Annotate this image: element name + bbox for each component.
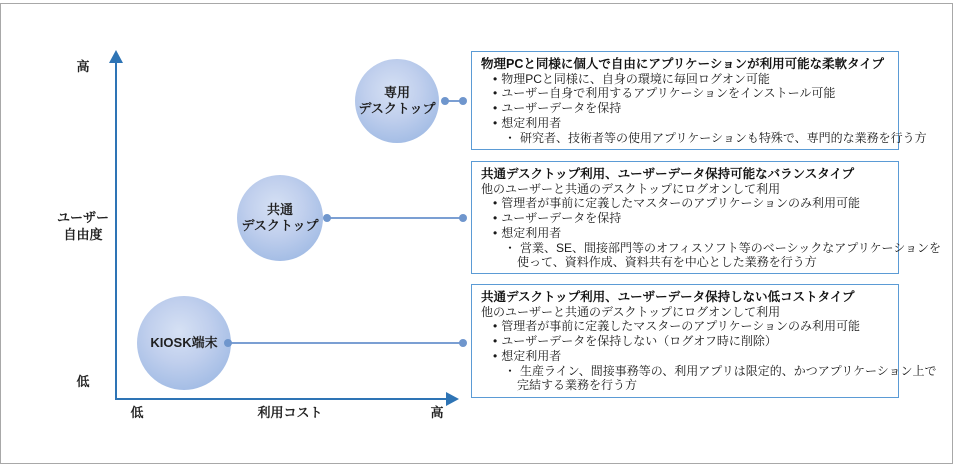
box-line	[481, 334, 890, 349]
box-line	[481, 101, 890, 116]
box-line	[481, 72, 890, 87]
box-line	[481, 167, 890, 182]
y-axis-arrow-icon	[109, 50, 123, 63]
box-line-text: 物理PCと同様に個人で自由にアプリケーションが利用可能な柔軟タイプ	[481, 57, 884, 71]
bubble-kiosk-terminal	[137, 296, 231, 390]
x-axis-title: 利用コスト	[257, 405, 323, 420]
box-line-text: 研究者、技術者等の使用アプリケーションも特殊で、専門的な業務を行う方	[520, 130, 927, 145]
box-line	[481, 130, 927, 146]
y-axis-title-line: ユーザー	[56, 210, 109, 225]
bullet-marker: ・	[504, 363, 517, 378]
info-box-balance-type	[471, 161, 942, 274]
bullet-marker: •	[493, 334, 498, 349]
bubble-dedicated-desktop-label: 専用 デスクトップ	[358, 85, 436, 116]
y-axis-title	[42, 209, 124, 243]
box-line-text: ユーザーデータを保持	[501, 101, 622, 116]
bullet-marker: •	[493, 211, 498, 226]
box-line-text: 他のユーザーと共通のデスクトップにログオンして利用	[481, 304, 781, 319]
box-line	[481, 349, 890, 364]
box-line-text: 物理PCと同様に、自身の環境に毎回ログオン可能	[501, 71, 770, 86]
y-axis-title-line: 自由度	[63, 227, 103, 242]
box-line-text: 想定利用者	[501, 348, 562, 363]
box-line-text: 生産ライン、間接事務等の、利用アプリは限定的、かつアプリケーション上で	[520, 363, 937, 378]
bullet-marker: •	[493, 348, 498, 363]
info-box-flexible-type	[471, 51, 927, 150]
box-line-text: 共通デスクトップ利用、ユーザーデータ保持可能なバランスタイプ	[481, 167, 855, 181]
bubble-shared-desktop	[237, 175, 323, 261]
x-axis-line	[115, 398, 448, 400]
box-line-text: 他のユーザーと共通のデスクトップにログオンして利用	[481, 181, 781, 196]
box-line-text: 想定利用者	[501, 225, 562, 240]
y-axis-low-label: 低	[76, 374, 90, 389]
bullet-marker: •	[493, 225, 498, 240]
box-line-text: ユーザーデータを保持	[501, 211, 622, 226]
box-line	[481, 319, 890, 334]
box-line	[481, 255, 890, 270]
bullet-marker: •	[493, 86, 498, 101]
bullet-marker: •	[493, 115, 498, 130]
box-line	[481, 363, 937, 379]
connector-dot	[224, 339, 232, 347]
connector-dot	[441, 97, 449, 105]
bullet-marker: •	[493, 196, 498, 211]
box-line-text: 共通デスクトップ利用、ユーザーデータ保持しない低コストタイプ	[481, 290, 855, 304]
connector-line	[228, 342, 463, 344]
box-line	[481, 182, 890, 197]
box-line	[481, 226, 890, 241]
box-line-text: ユーザーデータを保持しない（ログオフ時に削除）	[501, 334, 777, 349]
box-line	[481, 211, 890, 226]
bullet-marker: ・	[504, 130, 517, 145]
bullet-marker: •	[493, 319, 498, 334]
bullet-marker: •	[493, 71, 498, 86]
box-line-text: 管理者が事前に定義したマスターのアプリケーションのみ利用可能	[501, 319, 861, 334]
bullet-marker: •	[493, 101, 498, 116]
x-axis-low-label: 低	[130, 405, 144, 420]
bullet-marker: ・	[504, 240, 517, 255]
box-line-text: 使って、資料作成、資料共有を中心とした業務を行う方	[517, 255, 817, 270]
x-axis-high-label: 高	[430, 405, 444, 420]
connector-dot	[459, 214, 467, 222]
connector-dot	[459, 339, 467, 347]
box-line	[481, 196, 890, 211]
connector-dot	[323, 214, 331, 222]
info-box-low-cost-type	[471, 284, 937, 398]
box-line	[481, 305, 890, 320]
connector-dot	[459, 97, 467, 105]
bubble-shared-desktop-label: 共通 デスクトップ	[241, 202, 319, 233]
box-line	[481, 290, 890, 305]
bubble-dedicated-desktop	[355, 59, 439, 143]
box-line-text: 管理者が事前に定義したマスターのアプリケーションのみ利用可能	[501, 196, 861, 211]
box-line-text: 想定利用者	[501, 115, 562, 130]
box-line	[481, 116, 890, 131]
box-line-text: ユーザー自身で利用するアプリケーションをインストール可能	[501, 86, 836, 101]
box-line	[481, 57, 890, 72]
bubble-kiosk-terminal-label: KIOSK端末	[150, 335, 218, 350]
box-line	[481, 378, 890, 393]
box-line-text: 営業、SE、間接部門等のオフィスソフト等のベーシックなアプリケーションを	[520, 240, 942, 255]
box-line-text: 完結する業務を行う方	[517, 378, 638, 393]
connector-line	[327, 217, 463, 219]
y-axis-high-label: 高	[76, 59, 90, 74]
box-line	[481, 86, 890, 101]
box-line	[481, 240, 942, 256]
